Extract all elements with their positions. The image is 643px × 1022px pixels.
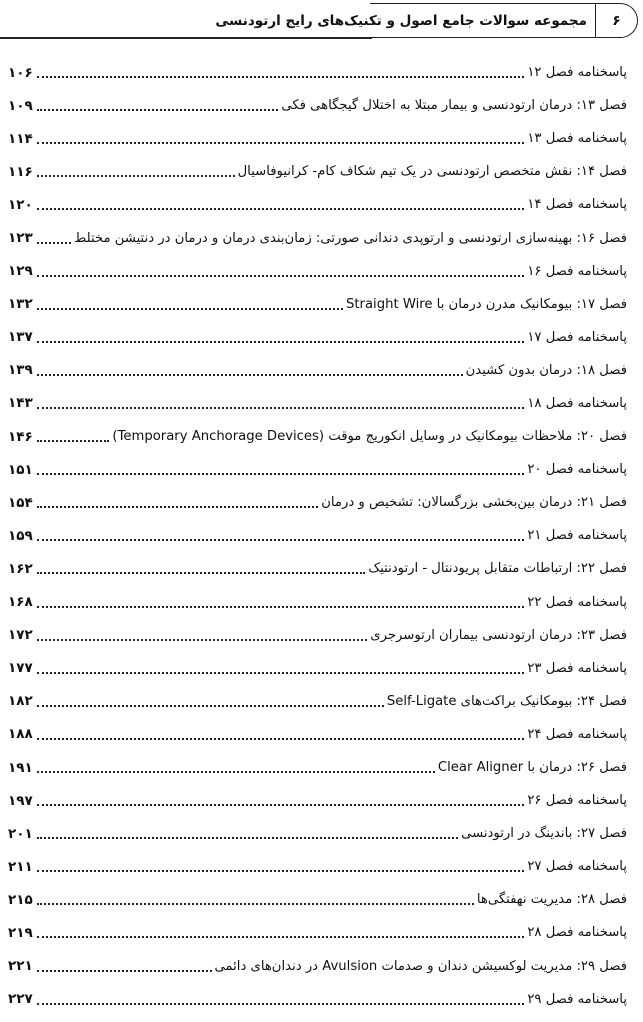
toc-entry[interactable]: [8, 122, 627, 155]
toc-entry[interactable]: [8, 188, 627, 221]
dot-leader: [37, 241, 71, 244]
toc-entry-page: ۱۷۲: [8, 627, 33, 644]
toc-entry-title: فصل ۲۱: درمان بین‌بخشی بزرگسالان: تشخیص و درمان: [321, 495, 627, 511]
toc-entry[interactable]: [8, 519, 627, 552]
dot-leader: [37, 141, 524, 144]
dot-leader: [37, 869, 524, 872]
dot-leader: [37, 373, 463, 376]
toc-entry-title: پاسخنامه فصل ۲۹: [527, 991, 627, 1007]
toc-entry[interactable]: [8, 685, 627, 718]
toc-entry-page: ۱۶۸: [8, 594, 33, 611]
toc-entry-title: پاسخنامه فصل ۱۳: [527, 131, 627, 147]
page-header: [215, 3, 638, 38]
dot-leader: [37, 902, 474, 905]
toc-entry-title: پاسخنامه فصل ۲۶: [527, 793, 627, 809]
toc-entry-title: فصل ۱۴: نقش متخصص ارتودنسی در یک تیم شکاف کام- کرانیوفاسیال: [237, 164, 627, 180]
dot-leader: [37, 340, 524, 343]
toc-entry-title: پاسخنامه فصل ۲۰: [527, 462, 627, 478]
toc-entry[interactable]: [8, 718, 627, 751]
toc-entry-title: پاسخنامه فصل ۱۸: [527, 395, 627, 411]
toc-entry-title: فصل ۲۷: باندینگ در ارتودنسی: [461, 826, 627, 842]
toc-entry[interactable]: [8, 387, 627, 420]
toc-entry-page: ۱۱۶: [8, 163, 33, 180]
toc-entry[interactable]: [8, 916, 627, 949]
toc-entry[interactable]: [8, 155, 627, 188]
toc-entry[interactable]: [8, 486, 627, 519]
toc-entry-title: فصل ۲۴: بیومکانیک براکت‌های Self-Ligate: [386, 693, 627, 709]
toc-entry[interactable]: [8, 983, 627, 1016]
toc-entry-title: پاسخنامه فصل ۲۲: [527, 594, 627, 610]
toc-entry-page: ۱۰۶: [8, 64, 33, 81]
toc-entry-page: ۱۳۷: [8, 329, 33, 346]
toc-entry-page: ۱۲۳: [8, 230, 33, 247]
toc-entry[interactable]: [8, 817, 627, 850]
toc-entry[interactable]: [8, 883, 627, 916]
dot-leader: [37, 406, 524, 409]
toc-entry-title: فصل ۱۳: درمان ارتودنسی و بیمار مبتلا به اختلال گیجگاهی فکی: [281, 98, 627, 114]
dot-leader: [37, 638, 367, 641]
toc-entry-page: ۱۴۶: [8, 428, 33, 445]
toc-entry-title: فصل ۲۶: درمان با Clear Aligner: [437, 760, 627, 776]
toc-entry-page: ۱۸۲: [8, 693, 33, 710]
dot-leader: [37, 836, 458, 839]
toc-entry-title: پاسخنامه فصل ۱۴: [527, 197, 627, 213]
toc-entry-page: ۱۷۷: [8, 660, 33, 677]
toc-entry-title: پاسخنامه فصل ۲۷: [527, 859, 627, 875]
toc-entry-title: پاسخنامه فصل ۲۱: [527, 528, 627, 544]
toc-entry[interactable]: [8, 221, 627, 254]
dot-leader: [37, 1002, 524, 1005]
toc-entry-title: فصل ۲۳: درمان ارتودنسی بیماران ارتوسرجری: [370, 627, 627, 643]
toc-entry-page: ۱۹۱: [8, 759, 33, 776]
toc-entry-page: ۱۹۷: [8, 792, 33, 809]
toc-entry-title: پاسخنامه فصل ۲۸: [527, 925, 627, 941]
book-title: مجموعه سوالات جامع اصول و تکنیک‌های رایج ارتودنسی: [215, 12, 587, 29]
dot-leader: [37, 704, 384, 707]
dot-leader: [37, 935, 524, 938]
table-of-contents: [8, 56, 627, 1016]
dot-leader: [37, 605, 524, 608]
toc-entry-title: فصل ۲۰: ملاحظات بیومکانیک در وسایل انکوریج موقت (Temporary Anchorage Devices): [112, 429, 627, 445]
dot-leader: [37, 472, 524, 475]
toc-entry-page: ۲۰۱: [8, 825, 33, 842]
toc-entry-title: فصل ۲۹: مدیریت لوکسیشن دندان و صدمات Avulsion در دندان‌های دائمی: [214, 958, 627, 974]
toc-entry[interactable]: [8, 420, 627, 453]
dot-leader: [37, 75, 524, 78]
toc-entry-title: فصل ۲۲: ارتباطات متقابل پریودنتال - ارتودنتیک: [368, 561, 627, 577]
toc-entry-title: فصل ۱۶: بهینه‌سازی ارتودنسی و ارتوپدی دندانی صورتی: زمان‌بندی درمان و درمان در دنتیشن مختلط: [74, 230, 627, 246]
toc-entry-title: فصل ۱۸: درمان بدون کشیدن: [465, 362, 627, 378]
toc-entry-page: ۱۵۱: [8, 461, 33, 478]
dot-leader: [37, 108, 278, 111]
toc-entry-page: ۱۴۳: [8, 395, 33, 412]
dot-leader: [37, 803, 524, 806]
toc-entry[interactable]: [8, 56, 627, 89]
toc-entry-title: پاسخنامه فصل ۱۷: [527, 329, 627, 345]
dot-leader: [37, 505, 318, 508]
toc-entry[interactable]: [8, 453, 627, 486]
dot-leader: [37, 274, 524, 277]
dot-leader: [37, 969, 212, 972]
toc-entry-page: ۱۳۲: [8, 296, 33, 313]
toc-entry-title: پاسخنامه فصل ۲۳: [527, 660, 627, 676]
toc-entry-page: ۱۶۲: [8, 560, 33, 577]
toc-entry[interactable]: [8, 751, 627, 784]
toc-entry-page: ۱۲۹: [8, 263, 33, 280]
toc-entry-page: ۱۵۹: [8, 527, 33, 544]
dot-leader: [37, 439, 109, 442]
toc-entry[interactable]: [8, 321, 627, 354]
dot-leader: [37, 770, 435, 773]
header-rule: [0, 37, 372, 39]
page-number: ۶: [595, 4, 637, 37]
toc-entry-title: پاسخنامه فصل ۲۴: [527, 726, 627, 742]
toc-entry-page: ۱۱۴: [8, 130, 33, 147]
toc-entry[interactable]: [8, 652, 627, 685]
toc-entry[interactable]: [8, 619, 627, 652]
toc-entry-title: پاسخنامه فصل ۱۲: [527, 65, 627, 81]
toc-entry-title: پاسخنامه فصل ۱۶: [527, 263, 627, 279]
toc-entry-page: ۱۲۰: [8, 196, 33, 213]
dot-leader: [37, 207, 524, 210]
toc-entry-page: ۲۱۹: [8, 924, 33, 941]
toc-entry[interactable]: [8, 784, 627, 817]
toc-entry-page: ۲۲۷: [8, 991, 33, 1008]
toc-entry-page: ۱۰۹: [8, 97, 33, 114]
dot-leader: [37, 174, 235, 177]
toc-entry-page: ۱۳۹: [8, 362, 33, 379]
dot-leader: [37, 307, 343, 310]
toc-entry-title: فصل ۱۷: بیومکانیک مدرن درمان با Straight Wire: [346, 296, 627, 312]
dot-leader: [37, 671, 524, 674]
toc-entry[interactable]: [8, 354, 627, 387]
toc-entry[interactable]: [8, 950, 627, 983]
toc-entry[interactable]: [8, 552, 627, 585]
toc-entry-page: ۲۱۵: [8, 891, 33, 908]
toc-entry-page: ۲۲۱: [8, 958, 33, 975]
toc-entry-title: فصل ۲۸: مدیریت نهفتگی‌ها: [476, 892, 627, 908]
toc-entry[interactable]: [8, 89, 627, 122]
toc-entry[interactable]: [8, 255, 627, 288]
toc-entry-page: ۱۵۴: [8, 494, 33, 511]
toc-entry[interactable]: [8, 288, 627, 321]
dot-leader: [37, 737, 524, 740]
toc-entry[interactable]: [8, 850, 627, 883]
dot-leader: [37, 571, 365, 574]
dot-leader: [37, 538, 524, 541]
toc-entry-page: ۱۸۸: [8, 726, 33, 743]
toc-entry[interactable]: [8, 586, 627, 619]
toc-entry-page: ۲۱۱: [8, 858, 33, 875]
